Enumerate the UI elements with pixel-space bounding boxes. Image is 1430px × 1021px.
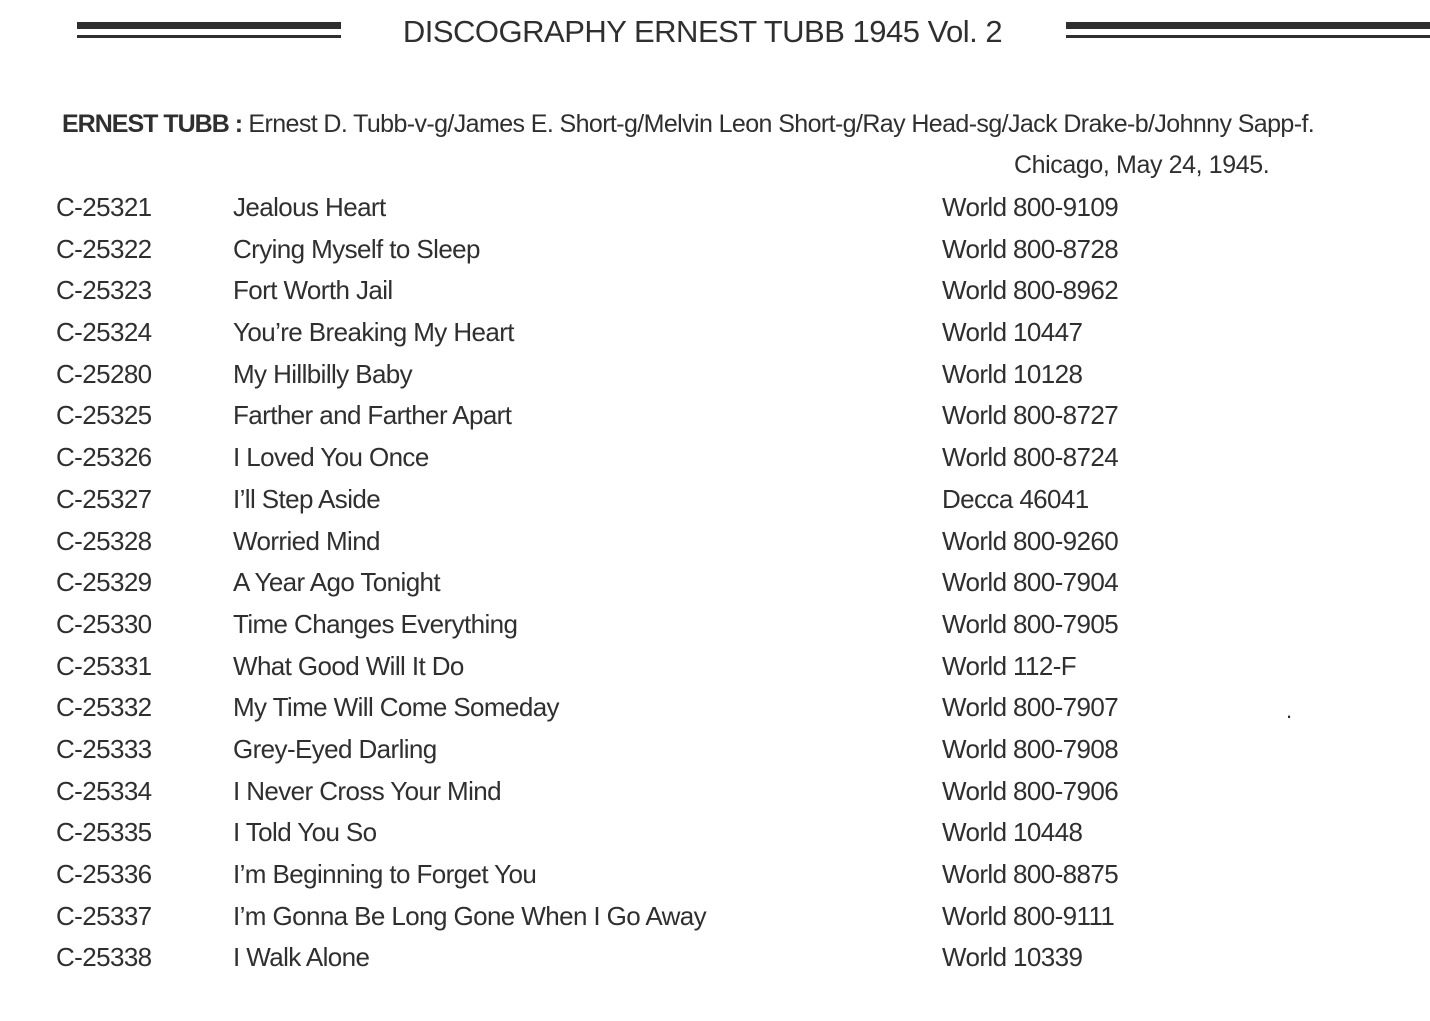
song-title: What Good Will It Do [233,650,464,681]
page-title: DISCOGRAPHY ERNEST TUBB 1945 Vol. 2 [402,14,1003,49]
release-number: World 10448 [942,817,1083,848]
header-rule-right [1066,22,1430,38]
track-row [56,897,1356,939]
release-number: World 800-8962 [942,275,1119,306]
matrix-number: C-25329 [56,567,152,598]
matrix-number: C-25332 [56,692,152,723]
matrix-number: C-25338 [56,942,152,973]
matrix-number: C-25322 [56,233,152,264]
song-title: Grey-Eyed Darling [233,733,437,764]
track-row [56,730,1356,772]
matrix-number: C-25324 [56,317,152,348]
song-title: My Hillbilly Baby [233,358,413,389]
track-row [56,647,1356,689]
release-number: World 800-9111 [942,900,1115,931]
matrix-number: C-25321 [56,192,152,222]
matrix-number: C-25333 [56,733,152,764]
release-number: World 800-8875 [942,859,1119,889]
matrix-number: C-25325 [56,400,152,431]
release-number: Decca 46041 [942,483,1089,514]
matrix-number: C-25335 [56,817,152,848]
header-rule-thin-left [77,35,341,38]
matrix-number: C-25337 [56,900,152,931]
track-row [56,605,1356,647]
header-rule-left [77,22,341,38]
release-number: World 800-7904 [942,567,1119,598]
matrix-number: C-25334 [56,775,152,806]
release-number: World 800-7908 [942,733,1119,764]
track-row [56,230,1356,272]
song-title: Crying Myself to Sleep [233,233,480,264]
song-title: My Time Will Come Someday [233,692,559,723]
release-number: World 800-8724 [942,442,1119,473]
song-title: Time Changes Everything [233,608,518,639]
song-title: I Never Cross Your Mind [233,775,501,806]
release-number: World 800-7905 [942,608,1119,639]
track-row [56,313,1356,355]
song-title: You’re Breaking My Heart [233,317,514,348]
track-row [56,938,1356,980]
matrix-number: C-25331 [56,650,152,681]
release-number: World 800-9260 [942,525,1119,556]
song-title: I’m Beginning to Forget You [233,859,537,889]
track-row [56,855,1356,897]
session-personnel [62,110,1314,139]
matrix-number: C-25330 [56,608,152,639]
song-title: Jealous Heart [233,192,386,222]
track-row [56,188,1356,230]
matrix-number: C-25327 [56,483,152,514]
track-row [56,813,1356,855]
song-title: I’ll Step Aside [233,483,381,514]
release-number: World 800-7906 [942,775,1119,806]
song-title: Farther and Farther Apart [233,400,512,431]
track-list [56,188,1356,980]
session-place-date: Chicago, May 24, 1945. [1014,151,1270,179]
release-number: World 800-8728 [942,233,1119,264]
song-title: Fort Worth Jail [233,275,393,306]
track-row [56,688,1356,730]
track-row [56,438,1356,480]
stray-mark: . [1286,698,1293,723]
personnel-list: Ernest D. Tubb-v-g/James E. Short-g/Melvin Leon Short-g/Ray Head-sg/Jack Drake-b/Johnny Sapp-f. [248,110,1315,138]
track-row [56,563,1356,605]
matrix-number: C-25326 [56,442,152,473]
header-rule-thin-right [1066,35,1430,38]
track-row [56,396,1356,438]
track-row [56,271,1356,313]
matrix-number: C-25336 [56,859,152,889]
artist-name: ERNEST TUBB : [62,110,243,138]
track-row [56,355,1356,397]
page-header [0,12,1430,60]
track-row [56,522,1356,564]
release-number: World 10128 [942,358,1083,389]
release-number: World 800-7907 [942,692,1119,723]
song-title: I Loved You Once [233,442,429,473]
release-number: World 800-9109 [942,192,1119,222]
song-title: I Told You So [233,817,377,848]
release-number: World 112-F [942,650,1077,681]
track-row [56,772,1356,814]
matrix-number: C-25328 [56,525,152,556]
header-rule-thick-left [77,22,341,29]
header-rule-thick-right [1066,22,1430,29]
song-title: I’m Gonna Be Long Gone When I Go Away [233,900,707,931]
release-number: World 10447 [942,317,1083,348]
song-title: A Year Ago Tonight [233,567,441,598]
matrix-number: C-25280 [56,358,152,389]
track-row [56,480,1356,522]
song-title: I Walk Alone [233,942,370,973]
release-number: World 10339 [942,942,1083,973]
matrix-number: C-25323 [56,275,152,306]
release-number: World 800-8727 [942,400,1119,431]
song-title: Worried Mind [233,525,380,556]
